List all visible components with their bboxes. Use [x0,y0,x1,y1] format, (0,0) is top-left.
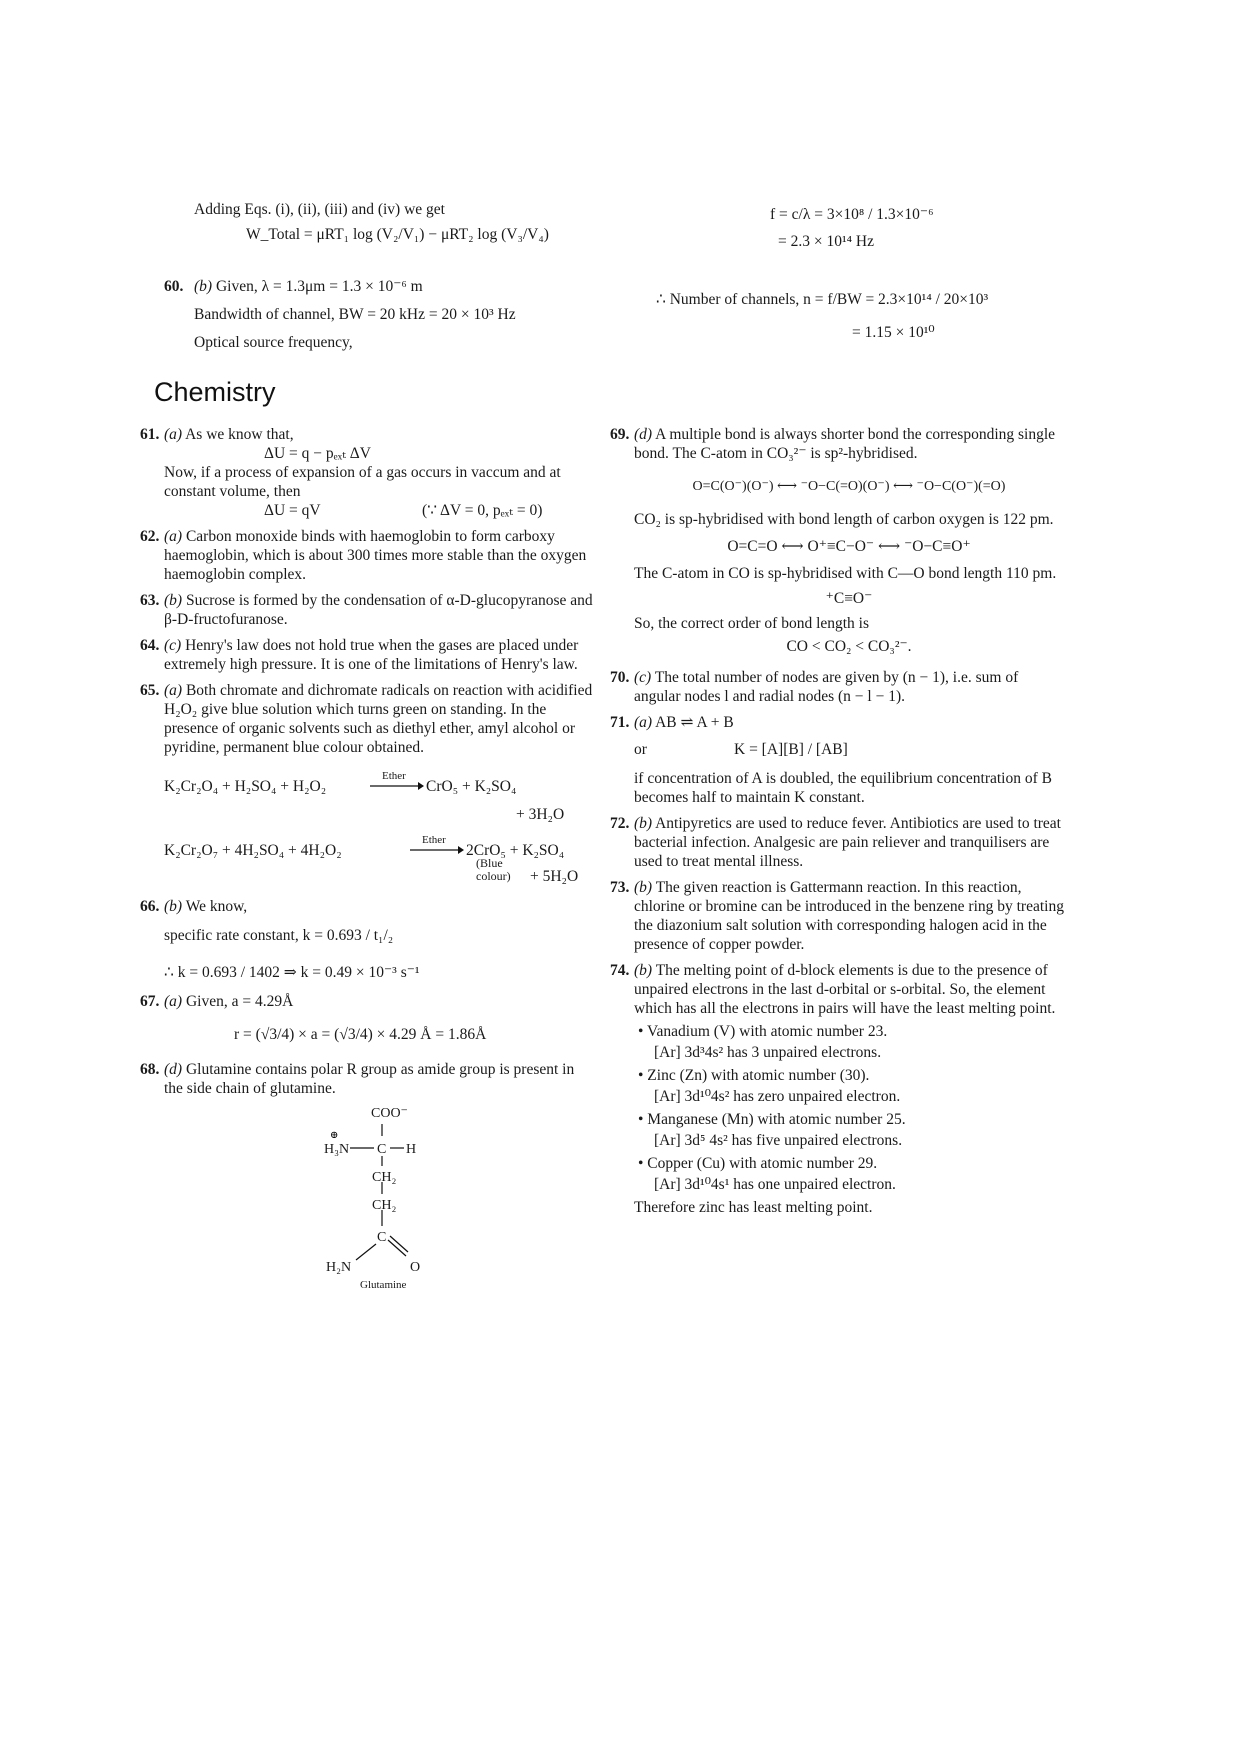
q61-condition: (∵ ΔV = 0, pₑₓₜ = 0) [422,502,543,519]
co2-resonance: O=C=O ⟷ O⁺≡C−O⁻ ⟷ ⁻O−C≡O⁺ [727,538,971,555]
glutamine-alpha-c: C [377,1142,387,1157]
glutamine-o: O [410,1260,421,1275]
bullet-vanadium: • Vanadium (V) with atomic number 23. [638,1023,888,1040]
q72-text: Antipyretics are used to reduce fever. Antibiotics are used to treat bacterial infection. Analgesic are pain reliever and tranquilisers are used to treat mental illness. [634,815,1061,870]
glutamine-coo: COO⁻ [371,1106,408,1121]
svg-text:⊕: ⊕ [330,1130,339,1141]
q63-text: Sucrose is formed by the condensation of α-D-glucopyranose and β-D-fructofuranose. [164,592,593,628]
q69-number: 69. [610,426,630,443]
q66-option: (b) [164,898,183,915]
q62-text: Carbon monoxide binds with haemoglobin to form carboxy haemoglobin, which is about 300 times more stable than the oxygen haemoglobin complex. [164,528,587,583]
channels-equation: ∴ Number of channels, n = f/BW = 2.3×10¹⁴ / 20×10³ [656,291,989,308]
wtotal-equation: W_Total = μRT₁ log (V₂/V₁) − μRT₂ log (V₃/V₄) [246,226,549,243]
bullet-manganese-config: [Ar] 3d⁵ 4s² has five unpaired electrons. [654,1132,903,1149]
q60-line3: Optical source frequency, [194,334,353,351]
q62-option: (a) [164,528,183,545]
question-60 [164,277,594,352]
question-63 [140,591,594,629]
carbonate-resonance: O=C(O⁻)(O⁻) ⟷ ⁻O−C(=O)(O⁻) ⟷ ⁻O−C(O⁻)(=O) [692,479,1006,494]
q74-conclusion: Therefore zinc has least melting point. [634,1199,873,1216]
question-69 [610,425,1064,656]
q65-option: (a) [164,682,183,699]
bullet-vanadium-config: [Ar] 3d³4s² has 3 unpaired electrons. [654,1044,882,1061]
question-62 [140,527,594,584]
q67-text: Given, a = 4.29Å [185,993,294,1010]
q70-text: The total number of nodes are given by (n − 1), i.e. sum of angular nodes l and radial nodes (n − l − 1). [634,669,1019,705]
q64-number: 64. [140,637,160,654]
q61-option: (a) [164,426,183,443]
q61-text: As we know that, [185,426,294,443]
q65-ether1: Ether [382,770,406,782]
q71-or: or [634,741,647,758]
reaction-arrow-icon [370,781,424,791]
q73-number: 73. [610,879,630,896]
glutamine-ch2-1: CH₂ [372,1170,397,1185]
q69-text4: So, the correct order of bond length is [634,615,870,632]
frequency-equation: f = c/λ = 3×10⁸ / 1.3×10⁻⁶ [770,206,934,223]
glutamine-h2n: H₂N [326,1260,352,1275]
question-66 [140,897,594,982]
question-74 [610,961,1064,1217]
question-65 [140,681,594,885]
q64-option: (c) [164,637,182,654]
glutamine-carbonyl-c: C [377,1230,387,1245]
q61-equation: ΔU = q − pₑₓₜ ΔV [264,445,371,462]
bond-order: CO < CO₂ < CO₃²⁻. [786,638,912,655]
q66-text: We know, [185,898,248,915]
frequency-result: = 2.3 × 10¹⁴ Hz [778,233,874,250]
question-70 [610,668,1064,706]
channels-block [656,290,1076,342]
bullet-copper-config: [Ar] 3d¹⁰4s¹ has one unpaired electron. [654,1176,896,1193]
q73-option: (b) [634,879,653,896]
q71-k-expression: K = [A][B] / [AB] [734,741,848,758]
q74-option: (b) [634,962,653,979]
bullet-zinc-config: [Ar] 3d¹⁰4s² has zero unpaired electron. [654,1088,901,1105]
q71-text: if concentration of A is doubled, the equilibrium concentration of B becomes half to maintain K constant. [634,770,1052,806]
q66-result: ∴ k = 0.693 / 1402 ⇒ k = 0.49 × 10⁻³ s⁻¹ [164,964,420,981]
q65-reactions [164,767,594,885]
q69-option: (d) [634,426,653,443]
co-structure: ⁺C≡O⁻ [825,590,873,607]
left-column [140,425,594,1291]
q72-option: (b) [634,815,653,832]
bullet-zinc: • Zinc (Zn) with atomic number (30). [638,1067,870,1084]
q74-text: The melting point of d-block elements is due to the presence of unpaired electrons in the last d-orbital or s-orbital. So, the element which has all the electrons in pairs will have the least melting point. [634,962,1056,1017]
q65-product1-water: + 3H₂O [516,806,565,823]
q62-number: 62. [140,528,160,545]
q68-number: 68. [140,1061,160,1078]
question-71 [610,713,1064,807]
q66-rate-constant: specific rate constant, k = 0.693 / t₁/₂ [164,927,394,944]
q67-equation: r = (√3/4) × a = (√3/4) × 4.29 Å = 1.86Å [234,1026,487,1043]
q69-text3: The C-atom in CO is sp-hybridised with C—O bond length 110 pm. [634,565,1057,582]
glutamine-label: Glutamine [360,1279,407,1291]
q61-equation2: ΔU = qV [264,502,321,519]
question-61 [140,425,594,520]
q61-number: 61. [140,426,160,443]
adding-text: Adding Eqs. (i), (ii), (iii) and (iv) we get [194,201,445,218]
q69-text2: CO₂ is sp-hybridised with bond length of carbon oxygen is 122 pm. [634,511,1054,528]
section-heading: Chemistry [154,377,276,407]
q68-text: Glutamine contains polar R group as amide group is present in the side chain of glutamine. [164,1061,575,1097]
q65-reactant1: K₂Cr₂O₄ + H₂SO₄ + H₂O₂ [164,778,327,795]
q65-product2: 2CrO₅ + K₂SO₄ [466,842,565,859]
q60-line2: Bandwidth of channel, BW = 20 kHz = 20 × 10³ Hz [194,306,516,323]
q74-number: 74. [610,962,630,979]
question-68 [140,1060,594,1291]
right-column [610,425,1064,1224]
question-67 [140,992,594,1044]
q60-number: 60. [164,278,184,295]
q65-blue-note: (Blue colour) [476,856,511,883]
q65-product1: CrO₅ + K₂SO₄ [426,778,517,795]
q63-number: 63. [140,592,160,609]
glutamine-ch2-2: CH₂ [372,1198,397,1213]
q67-number: 67. [140,993,160,1010]
reaction-arrow-icon [410,845,464,855]
q67-option: (a) [164,993,183,1010]
bullet-copper: • Copper (Cu) with atomic number 29. [638,1155,878,1172]
q64-text: Henry's law does not hold true when the gases are placed under extremely high pressure. It is one of the limitations of Henry's law. [164,637,579,673]
q71-number: 71. [610,714,630,731]
glutamine-h3n: H₃N [324,1142,350,1157]
channels-result: = 1.15 × 10¹⁰ [852,324,935,341]
glutamine-h: H [406,1142,417,1157]
question-72 [610,814,1064,871]
q61-text2: Now, if a process of expansion of a gas occurs in vaccum and at constant volume, then [164,464,561,500]
q70-number: 70. [610,669,630,686]
q73-text: The given reaction is Gattermann reaction. In this reaction, chlorine or bromine can be introduced in the benzene ring by treating the diazonium salt solution with corresponding halogen acid in the presence of copper powder. [634,879,1064,953]
q65-product2-water: + 5H₂O [530,868,579,885]
q71-equilibrium: AB ⇌ A + B [655,714,734,731]
q65-ether2: Ether [422,834,446,846]
top-right-block [770,205,1070,251]
q65-text: Both chromate and dichromate radicals on reaction with acidified H₂O₂ give blue solution which turns green on standing. In the presence of organic solvents such as diethyl ether, amyl alcohol or pyridine, permanent blue colour obtained. [164,682,593,756]
q69-text1: A multiple bond is always shorter bond the corresponding single bond. The C-atom in CO₃²⁻ is sp²-hybridised. [634,426,1056,462]
q70-option: (c) [634,669,652,686]
bullet-manganese: • Manganese (Mn) with atomic number 25. [638,1111,906,1128]
q68-option: (d) [164,1061,183,1078]
glutamine-structure [164,1102,594,1291]
q65-reactant2: K₂Cr₂O₇ + 4H₂SO₄ + 4H₂O₂ [164,842,342,859]
q63-option: (b) [164,592,183,609]
q60-option: (b) [194,278,213,295]
q65-number: 65. [140,682,160,699]
q60-line1: Given, λ = 1.3μm = 1.3 × 10⁻⁶ m [215,278,423,295]
question-73 [610,878,1064,954]
question-64 [140,636,594,674]
q72-number: 72. [610,815,630,832]
top-left-block [194,200,594,244]
q66-number: 66. [140,898,160,915]
q71-option: (a) [634,714,653,731]
